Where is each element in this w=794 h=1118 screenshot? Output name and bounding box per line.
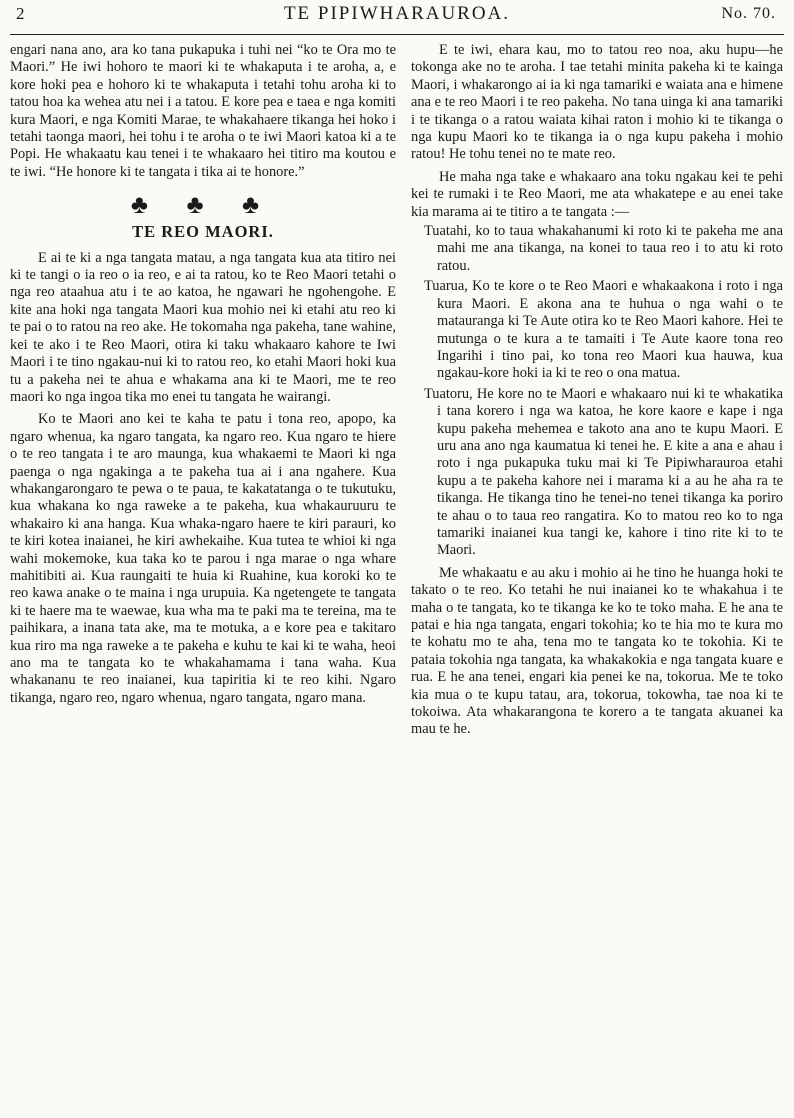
- list-item: Tuatahi, ko to taua whakahanumi ki roto ki te pakeha me ana mahi me ana tikanga, na konei to taua reo i to atu ki roto ratou.: [424, 223, 783, 274]
- page-header: [10, 0, 784, 35]
- article-paragraph-4: He maha nga take e whakaaro ana toku ngakau kei te pehi kei te rumaki i te Reo Maori, me ata whakatepe e au enei take kia marama ai te titiro a te tangata :—: [411, 168, 783, 220]
- article-paragraph-1: E ai te ki a nga tangata matau, a nga tangata kua ata titiro nei ki te tangi o ia reo o ia reo, e ai ta ratou, ko te Reo Maori tetahi o nga reo ataahua atu i te ao katoa, he ngawari he ngohengohe. E kite ana hoki nga tangata Maori kua mohio nei ki etahi atu reo ki te pai o to ratou na reo ake. He tokomaha nga pakeha, tane wahine, kei te ako i te Reo Maori, otira ki taku whakaaro kahore te Iwi Maori i te tino ngakau-nui ki to ratou reo, ko etahi Maori hoki kua tu a pakeha nei te ahua e whakama ana ki te Maori, me te reo maori ko nga ingoa tika mo enei tu tangata he wairangi.: [10, 249, 396, 405]
- section-title: TE REO MAORI.: [132, 222, 274, 242]
- clover-ornament-icon: ♣ ♣ ♣: [130, 190, 276, 220]
- left-column: [10, 42, 396, 707]
- right-column: [411, 42, 783, 739]
- list-item: Tuarua, Ko te kore o te Reo Maori e whakaakona i roto i nga kura Maori. E akona ana te huhua o nga wahi o te matauranga ki Te Aute otira ko te Reo Maori kahore. Hei te mutunga o te kura a te tamaiti i Te Aute kaore tona reo Ingarihi i tino pai, ko tona reo Maori kua hauwa, kua ngakau-kore hoki ia ki te reo o ona matua.: [424, 278, 783, 382]
- page-number: 2: [16, 4, 25, 23]
- issue-number: No. 70.: [721, 5, 776, 22]
- list-item: Tuatoru, He kore no te Maori e whakaaro nui ki te whakatika i tana korero i nga wa katoa, he kore kaore e kape i nga kupu pakeha mehemea e takoto ana ano te kupu Maori. E uru ana ano nga kaumatua ki tenei he. E kite a ana e ahau i roto i nga pukapuka tuku mai ki Te Pipiwharauroa etahi kupu a te pakeha kahore nei i marama ki a au he aha ra te tikanga. He tikanga tino he tenei-no tenei tikanga ka poriro te ahau o to taua reo rangatira. Ko to matou reo ko to nga tamariki inaianei kua tangi ke, kahore i tino rite ki to te Maori.: [424, 385, 783, 559]
- article-paragraph-5: Me whakaatu e au aku i mohio ai he tino he huanga hoki te takato o te reo. Ko tetahi he nui inaianei ko te whakahua i te maha o te tangata, ko te tikanga ke ko te toko maha. E he ana te patai e hia nga tangata, engari tokohia; ko te hia mo te kura mo te kohatu mo te aha, tena mo te tangata ko te tokohia. Ki te pataia tokohia nga tangata, ka whakakokia e nga tangata kuare e rua. E he ana tenei, engari kia penei ke na, tokorua. Me te toko kia mua o te kupu tatau, ara, tokorua, tokowha, tae noa ki te tokoiwa. Ata whakarangona te korero a te tangata akuanei ka mau te he.: [411, 564, 783, 738]
- reasons-list: [411, 223, 783, 560]
- article-paragraph-2: Ko te Maori ano kei te kaha te patu i tona reo, apopo, ka ngaro whenua, ka ngaro tangata, ka ngaro reo. Kua ngaro te hiere o te reo tangata i te aro maunga, kua whakaemi te Maori ki nga paenga o nga ngakinga a te pakeha tua ai i ana ngahere. Kua whakangarongaro te pewa o te paua, te kakatatanga o te tukutuku, kua whakana ko nga raweke a te pakeha, kua whakauruuru te whakairo ki ana hanga. Kua whaka-ngaro haere te kiri parauri, ko te kiri kotea inaianei, he kiri awhekaihe. Kua tutea te whioi ki nga wahi mokemoke, kua taka ko te parou i nga marae o nga whare mahitibiti ai. Kua raungaiti te huia ki Ruahine, kua koroki ko te reo kawa anake o te maina i nga urupuia. Ka ngetengete te tangata ki te haere ma te waewae, kua wha ma te paki ma te tereina, ma te paihikara, a inana tata ake, ma te motuka, a e kore pea e takitaro kua riro ma nga raweke a te pakeha e kuhu te kai ki te waha, heoi ano ma te tangata ko te whakahamama i tana waha. Kua whakananu te reo inaianei, kua tapiritia ki te reo kihi. Ngaro tikanga, ngaro reo, ngaro whenua, ngaro tangata, ngaro mana.: [10, 411, 396, 706]
- masthead-title: TE PIPIWHARAUROA.: [283, 3, 511, 24]
- intro-paragraph: engari nana ano, ara ko tana pukapuka i tuhi nei “ko te Ora mo te Maori.” He iwi hohoro te maori ki te whakaputa i te aroha, a, e kore hoki pea e hohoro ki te whakaputa i tetahi tohu aroha ki to tatou hoa ka wehea atu nei i a tatou. E kore pea e taea e nga komiti kura Maori, e nga Komiti Marae, te whakahaere tikanga hei hoko i tetahi taonga maori, hei tohu i te aroha o te iwi Maori katoa ki a te Popi. He whakaatu kau tenei i te whakaaro hei titiro ma koutou e te iwi. “He honore ki te tangata i tika ai te honore.”: [10, 42, 396, 180]
- article-paragraph-3: E te iwi, ehara kau, mo to tatou reo noa, aku hupu—he tokonga ake no te aroha. I tae tetahi minita pakeha ki te kainga Maori, i whakarongo ai ia ki nga tamariki e waiata ana e himene ana e te reo Maori i te reo pakeha. No tana uinga ki ana tamariki i te tikanga o a ratou waiata kihai raton i mohio ki te tikanga o nga kupu Maori ko te tikanga ia o nga kupu pakeha i mohio ratou! He tohu tenei no te mate reo.: [411, 42, 783, 163]
